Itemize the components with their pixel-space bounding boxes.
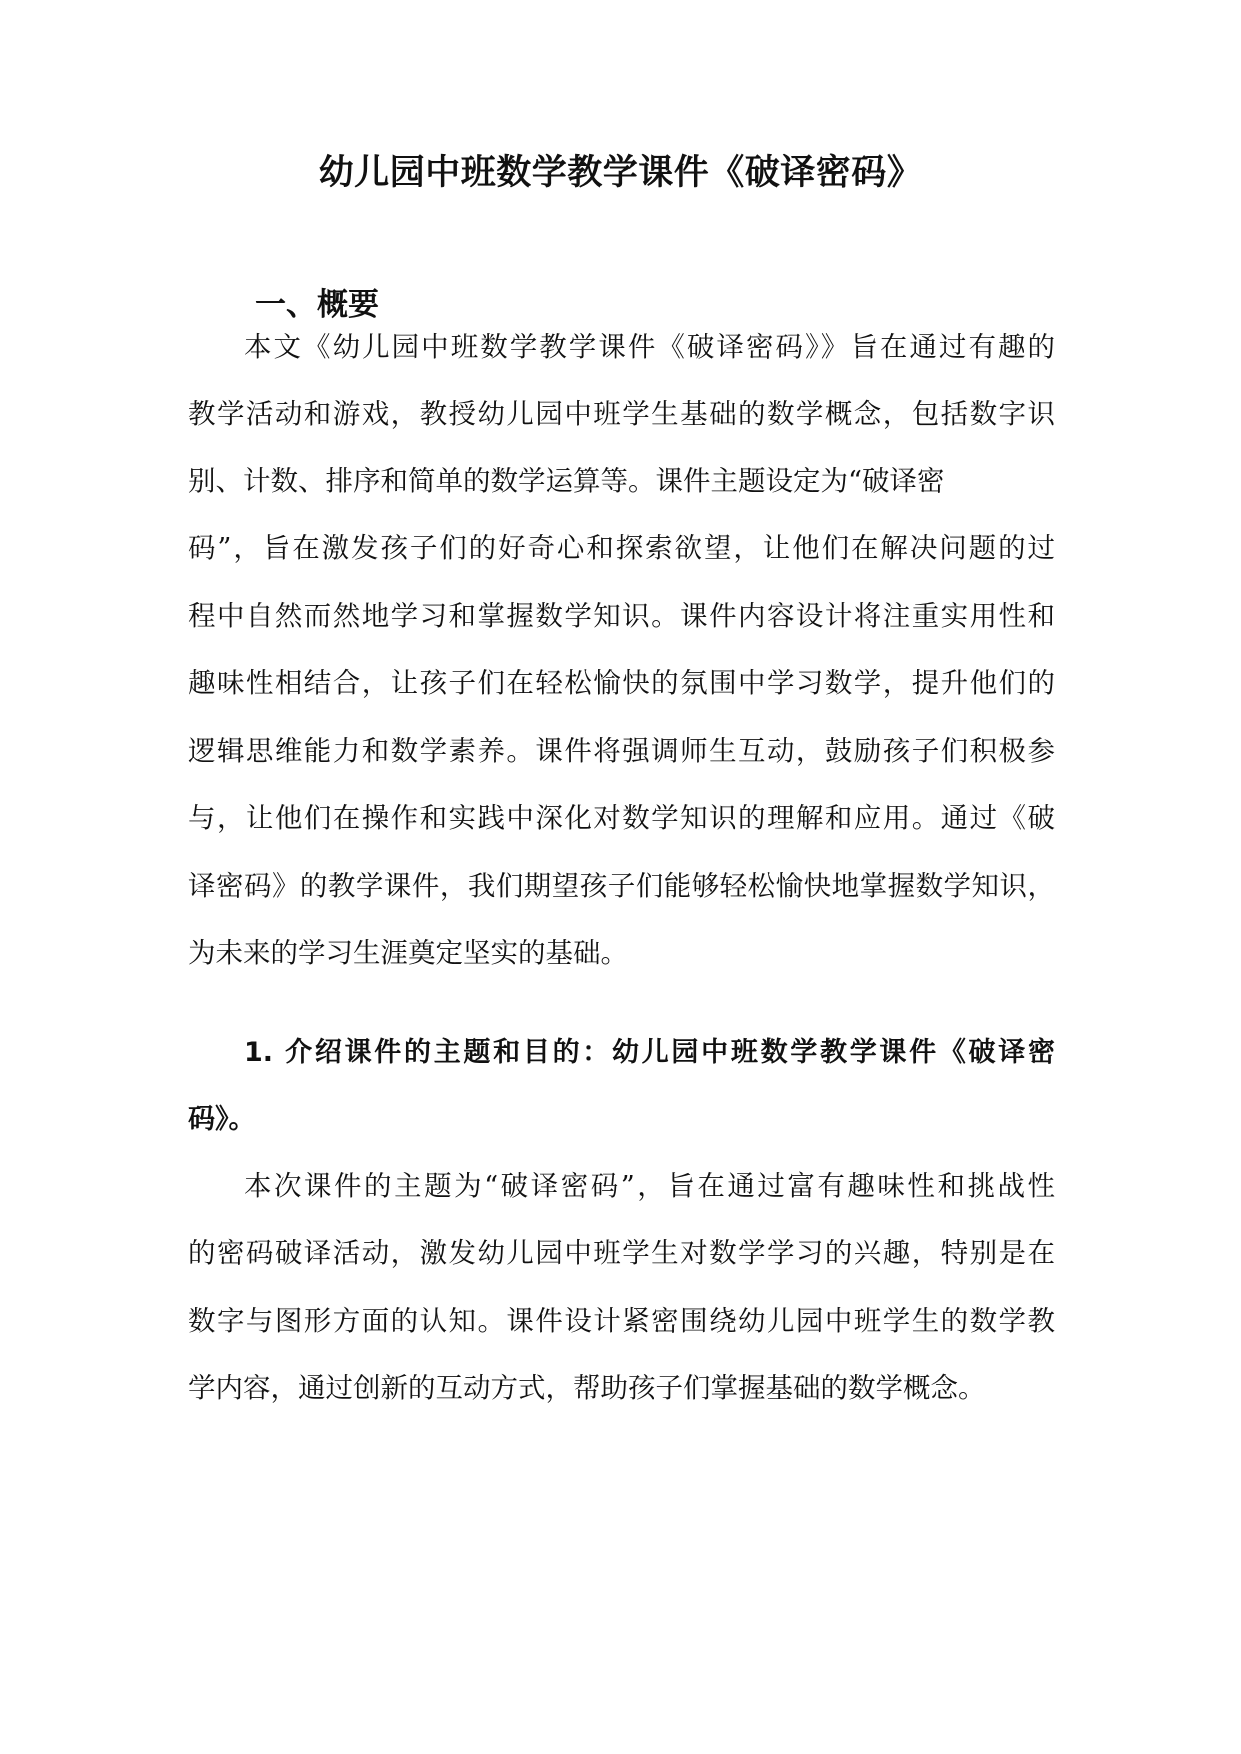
paragraph-line: 学内容，通过创新的互动方式，帮助孩子们掌握基础的数学概念。 bbox=[188, 1372, 986, 1404]
paragraph-line: 为未来的学习生涯奠定坚实的基础。 bbox=[188, 937, 628, 969]
paragraph-line: 数字与图形方面的认知。课件设计紧密围绕幼儿园中班学生的数学教 bbox=[188, 1305, 1055, 1337]
paragraph-line: 与，让他们在操作和实践中深化对数学知识的理解和应用。通过《破 bbox=[188, 802, 1055, 834]
subheading-line: 码》。 bbox=[188, 1104, 256, 1135]
section-heading: 一、概要 bbox=[255, 287, 379, 323]
paragraph-line: 本文《幼儿园中班数学教学课件《破译密码》》旨在通过有趣的 bbox=[244, 331, 1055, 363]
document-title: 幼儿园中班数学教学课件《破译密码》 bbox=[318, 153, 923, 193]
paragraph-line: 教学活动和游戏，教授幼儿园中班学生基础的数学概念，包括数字识 bbox=[188, 398, 1055, 430]
paragraph-line: 程中自然而然地学习和掌握数学知识。课件内容设计将注重实用性和 bbox=[188, 600, 1055, 632]
paragraph-line: 译密码》的教学课件，我们期望孩子们能够轻松愉快地掌握数学知识， bbox=[188, 870, 1055, 902]
paragraph-line: 的密码破译活动，激发幼儿园中班学生对数学学习的兴趣，特别是在 bbox=[188, 1237, 1055, 1269]
paragraph-line: 码”，旨在激发孩子们的好奇心和探索欲望，让他们在解决问题的过 bbox=[188, 532, 1055, 564]
paragraph-line: 本次课件的主题为“破译密码”，旨在通过富有趣味性和挑战性 bbox=[244, 1170, 1055, 1202]
paragraph-line: 趣味性相结合，让孩子们在轻松愉快的氛围中学习数学，提升他们的 bbox=[188, 667, 1055, 699]
paragraph-line: 别、计数、排序和简单的数学运算等。课件主题设定为“破译密 bbox=[188, 465, 945, 497]
paragraph-line: 逻辑思维能力和数学素养。课件将强调师生互动，鼓励孩子们积极参 bbox=[188, 735, 1055, 767]
subheading-line: 1. 介绍课件的主题和目的：幼儿园中班数学教学课件《破译密 bbox=[244, 1037, 1055, 1068]
